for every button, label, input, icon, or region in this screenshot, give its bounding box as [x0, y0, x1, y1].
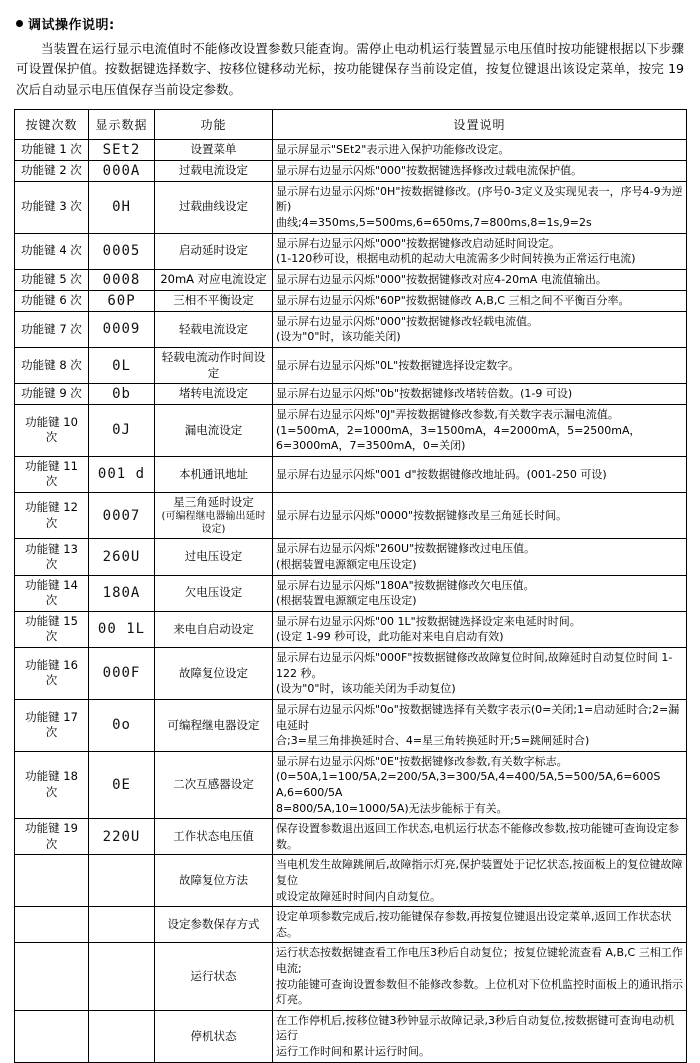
cell-function-label: 本机通讯地址: [179, 466, 248, 481]
header-function: 功能: [155, 109, 273, 139]
cell-function-label: 欠电压设定: [184, 585, 243, 600]
cell-function: [155, 492, 273, 539]
cell-function: [155, 943, 273, 1010]
cell-description: [273, 290, 687, 311]
description-line: 运行工作时间和累计运行时间。: [276, 1045, 430, 1059]
bullet-icon: [16, 20, 23, 27]
table-header-row: [15, 109, 687, 139]
description-line: 设定单项参数完成后,按功能键保存参数,再按复位键退出设定菜单,返回工作状态状态。: [276, 910, 672, 939]
cell-description: [273, 907, 687, 943]
description-line: 显示屏右边显示闪烁"001 d"按数据键修改地址码。(001-250 可设): [276, 467, 607, 481]
cell-function: [155, 290, 273, 311]
cell-function: [155, 611, 273, 647]
cell-key-count: 功能键 15 次: [15, 611, 89, 647]
table-row: [15, 290, 687, 311]
description-line: (1-120秒可设，根据电动机的起动大电流需多少时间转换为正常运行电流): [276, 252, 636, 266]
cell-description: [273, 181, 687, 233]
table-row: [15, 943, 687, 1010]
cell-description: [273, 456, 687, 492]
cell-function-label: 漏电流设定: [184, 422, 243, 437]
table-row: [15, 456, 687, 492]
cell-key-count: 功能键 2 次: [15, 160, 89, 181]
cell-description: [273, 348, 687, 384]
description-line: 显示屏右边显示闪烁"00 1L"按数据键选择设定来电延时时间。: [276, 614, 581, 628]
cell-function: [155, 539, 273, 575]
cell-description: [273, 648, 687, 700]
cell-display-data: SEt2: [89, 139, 155, 160]
cell-function-label: 故障复位设定: [179, 665, 248, 680]
description-line: 在工作停机后,按移位键3秒钟显示故障记录,3秒后自动复位,按数据键可查询电动机运行: [276, 1013, 675, 1043]
description-line: 显示屏右边显示闪烁"0000"按数据键修改星三角延长时间。: [276, 508, 568, 522]
cell-function: [155, 907, 273, 943]
cell-display-data: [89, 1010, 155, 1062]
cell-key-count: 功能键 3 次: [15, 181, 89, 233]
cell-description: [273, 819, 687, 855]
cell-key-count: 功能键 5 次: [15, 269, 89, 290]
cell-key-count: 功能键 1 次: [15, 139, 89, 160]
cell-function-label: 堵转电流设定: [179, 386, 248, 401]
settings-table: [14, 109, 687, 1063]
cell-display-data: [89, 855, 155, 907]
cell-function-label: 20mA 对应电流设定: [160, 272, 267, 287]
cell-description: [273, 269, 687, 290]
cell-description: [273, 751, 687, 818]
cell-key-count: 功能键 6 次: [15, 290, 89, 311]
description-line: (1=500mA，2=1000mA，3=1500mA，4=2000mA，5=2500mA，6=3000mA，7=3500mA，0=关闭): [276, 423, 641, 453]
cell-key-count: [15, 1010, 89, 1062]
cell-key-count: 功能键 8 次: [15, 348, 89, 384]
description-line: (0=50A,1=100/5A,2=200/5A,3=300/5A,4=400/5A,5=500/5A,6=600S A,6=600/5A: [276, 770, 661, 799]
cell-key-count: 功能键 17 次: [15, 699, 89, 751]
description-line: 显示屏右边显示闪烁"000F"按数据键修改故障复位时间,故障延时自动复位时间 1-122 秒。: [276, 651, 673, 680]
cell-description: [273, 943, 687, 1010]
cell-function-label: 工作状态电压值: [173, 829, 254, 844]
cell-function: [155, 139, 273, 160]
cell-function-label: 过载电流设定: [179, 162, 248, 177]
cell-display-data: 260U: [89, 539, 155, 575]
cell-key-count: [15, 855, 89, 907]
description-line: 显示屏右边显示闪烁"60P"按数据键修改 A,B,C 三相之间不平衡百分率。: [276, 293, 630, 307]
description-line: (设定 1-99 秒可设，此功能对来电自启动有效): [276, 630, 504, 644]
table-row: [15, 181, 687, 233]
cell-display-data: 220U: [89, 819, 155, 855]
cell-description: [273, 699, 687, 751]
table-row: [15, 648, 687, 700]
table-row: [15, 492, 687, 539]
description-line: 保存设置参数退出返回工作状态,电机运行状态不能修改参数,按功能键可查询设定参数。: [276, 822, 679, 851]
description-line: 显示屏右边显示闪烁"260U"按数据键修改过电压值。: [276, 542, 536, 556]
cell-function-label: 星三角延时设定: [173, 494, 254, 509]
cell-function-subnote: (可编程继电器输出延时设定): [161, 511, 266, 536]
description-line: 显示屏右边显示闪烁"0E"按数据键修改参数,有关数字标志。: [276, 754, 568, 768]
cell-function: [155, 384, 273, 405]
cell-function: [155, 819, 273, 855]
table-body: [15, 139, 687, 1062]
cell-description: [273, 160, 687, 181]
cell-function-label: 设定参数保存方式: [167, 917, 260, 932]
cell-function-label: 停机状态: [190, 1028, 237, 1043]
cell-display-data: 00 1L: [89, 611, 155, 647]
cell-display-data: 0005: [89, 233, 155, 269]
table-row: [15, 384, 687, 405]
cell-display-data: 0b: [89, 384, 155, 405]
cell-function: [155, 1010, 273, 1062]
cell-display-data: 60P: [89, 290, 155, 311]
cell-function: [155, 311, 273, 347]
cell-function: [155, 699, 273, 751]
cell-function: [155, 456, 273, 492]
table-row: [15, 139, 687, 160]
description-line: 显示屏右边显示闪烁"0o"按数据键选择有关数字表示(0=关闭;1=启动延时合;2=漏电延时: [276, 702, 680, 732]
cell-display-data: [89, 943, 155, 1010]
cell-key-count: 功能键 10 次: [15, 405, 89, 457]
cell-description: [273, 539, 687, 575]
table-row: [15, 855, 687, 907]
cell-function: [155, 648, 273, 700]
description-line: 或设定故障延时时间内自动复位。: [276, 889, 441, 903]
description-line: (根据装置电源额定电压设定): [276, 558, 417, 572]
cell-display-data: 000A: [89, 160, 155, 181]
table-row: [15, 311, 687, 347]
description-line: 显示屏右边显示闪烁"000"按数据键修改对应4-20mA 电流值输出。: [276, 272, 607, 286]
cell-key-count: [15, 907, 89, 943]
cell-display-data: 0008: [89, 269, 155, 290]
table-row: [15, 405, 687, 457]
cell-display-data: 001 d: [89, 456, 155, 492]
description-line: (设为"0"时，该功能关闭为手动复位): [276, 682, 456, 696]
description-line: 显示屏右边显示闪烁"000"按数据键修改轻载电流值。: [276, 314, 539, 328]
cell-key-count: 功能键 11 次: [15, 456, 89, 492]
table-row: [15, 819, 687, 855]
description-line: 显示屏右边显示闪烁"0L"按数据键选择设定数字。: [276, 358, 520, 372]
table-row: [15, 699, 687, 751]
intro-paragraph: 当装置在运行显示电流值时不能修改设置参数只能查询。需停止电动机运行装置显示电压值时按功能键根据以下步骤可设置保护值。按数据键选择数字、按移位键移动光标，按功能键保存当前设定值，按复位键退出该设定菜单，按完 19 次后自动显示电压值保存当前设定参数。: [16, 41, 684, 97]
cell-display-data: 0007: [89, 492, 155, 539]
description-line: 显示屏显示"SEt2"表示进入保护功能修改设定。: [276, 142, 510, 156]
cell-function-label: 设置菜单: [190, 141, 237, 156]
cell-function: [155, 269, 273, 290]
cell-display-data: 180A: [89, 575, 155, 611]
cell-function-label: 过电压设定: [184, 549, 243, 564]
cell-display-data: 0E: [89, 751, 155, 818]
table-row: [15, 907, 687, 943]
description-line: 8=800/5A,10=1000/5A)无法步能标于有关。: [276, 801, 508, 815]
cell-function-label: 来电自启动设定: [173, 621, 254, 636]
cell-description: [273, 492, 687, 539]
table-row: [15, 1010, 687, 1062]
header-description: 设置说明: [273, 109, 687, 139]
table-row: [15, 539, 687, 575]
cell-display-data: [89, 907, 155, 943]
description-line: 合;3=星三角排换延时合、4=星三角转换延时开;5=跳闸延时合): [276, 734, 590, 748]
description-line: (根据装置电源额定电压设定): [276, 594, 417, 608]
cell-description: [273, 233, 687, 269]
cell-function: [155, 160, 273, 181]
cell-key-count: [15, 943, 89, 1010]
description-line: 曲线;4=350ms,5=500ms,6=650ms,7=800ms,8=1s,9=2s: [276, 215, 592, 229]
table-row: [15, 348, 687, 384]
cell-display-data: 0009: [89, 311, 155, 347]
cell-description: [273, 405, 687, 457]
cell-function: [155, 233, 273, 269]
description-line: 显示屏右边显示闪烁"180A"按数据键修改欠电压值。: [276, 578, 535, 592]
description-line: 显示屏右边显示闪烁"000"按数据键选择修改过载电流保护值。: [276, 163, 583, 177]
description-line: 按功能键可查询设置参数但不能修改参数。上位机对下位机监控时面板上的通讯指示灯亮。: [276, 977, 683, 1007]
cell-function: [155, 751, 273, 818]
cell-display-data: 0J: [89, 405, 155, 457]
section-heading: [16, 14, 686, 33]
description-line: 当电机发生故障跳闸后,故障指示灯亮,保护装置处于记忆状态,按面板上的复位键故障复位: [276, 858, 683, 887]
cell-key-count: 功能键 16 次: [15, 648, 89, 700]
cell-function-label: 二次互感器设定: [173, 777, 254, 792]
cell-function-label: 故障复位方法: [179, 873, 248, 888]
description-line: 显示屏右边显示闪烁"000"按数据键修改启动延时间设定。: [276, 236, 561, 250]
cell-display-data: 0L: [89, 348, 155, 384]
cell-key-count: 功能键 7 次: [15, 311, 89, 347]
cell-key-count: 功能键 14 次: [15, 575, 89, 611]
cell-function-label: 启动延时设定: [179, 243, 248, 258]
section-heading-text: 调试操作说明:: [28, 18, 115, 33]
cell-function: [155, 405, 273, 457]
description-line: 显示屏右边显示闪烁"0J"弄按数据键修改参数,有关数字表示漏电流值。: [276, 408, 619, 422]
cell-description: [273, 855, 687, 907]
description-line: 显示屏右边显示闪烁"0H"按数据键修改。(序号0-3定义及实现见表一，序号4-9为逆断): [276, 184, 683, 214]
table-row: [15, 611, 687, 647]
table-row: [15, 575, 687, 611]
cell-function: [155, 855, 273, 907]
cell-function-label: 轻载电流设定: [179, 321, 248, 336]
cell-display-data: 0o: [89, 699, 155, 751]
cell-key-count: 功能键 13 次: [15, 539, 89, 575]
cell-description: [273, 1010, 687, 1062]
cell-function-label: 运行状态: [190, 968, 237, 983]
header-key-count: 按键次数: [15, 109, 89, 139]
cell-key-count: 功能键 12 次: [15, 492, 89, 539]
description-line: 运行状态按数据键查看工作电压3秒后自动复位；按复位键轮流查看 A,B,C 三相工作电流;: [276, 946, 683, 976]
table-row: [15, 269, 687, 290]
header-display-data: 显示数据: [89, 109, 155, 139]
description-line: 显示屏右边显示闪烁"0b"按数据键修改堵转倍数。(1-9 可设): [276, 387, 573, 401]
cell-function-label: 三相不平衡设定: [173, 293, 254, 308]
cell-key-count: 功能键 19 次: [15, 819, 89, 855]
table-row: [15, 233, 687, 269]
table-row: [15, 160, 687, 181]
cell-description: [273, 384, 687, 405]
cell-description: [273, 139, 687, 160]
cell-display-data: 000F: [89, 648, 155, 700]
cell-key-count: 功能键 9 次: [15, 384, 89, 405]
cell-function: [155, 181, 273, 233]
cell-description: [273, 611, 687, 647]
cell-key-count: 功能键 4 次: [15, 233, 89, 269]
table-row: [15, 751, 687, 818]
cell-key-count: 功能键 18 次: [15, 751, 89, 818]
cell-display-data: 0H: [89, 181, 155, 233]
cell-function-label: 可编程继电器设定: [167, 717, 260, 732]
cell-description: [273, 311, 687, 347]
description-line: (设为"0"时，该功能关闭): [276, 330, 401, 344]
cell-description: [273, 575, 687, 611]
cell-function-label: 过载曲线设定: [179, 199, 248, 214]
cell-function: [155, 348, 273, 384]
cell-function-label: 轻载电流动作时间设定: [161, 350, 266, 380]
cell-function: [155, 575, 273, 611]
